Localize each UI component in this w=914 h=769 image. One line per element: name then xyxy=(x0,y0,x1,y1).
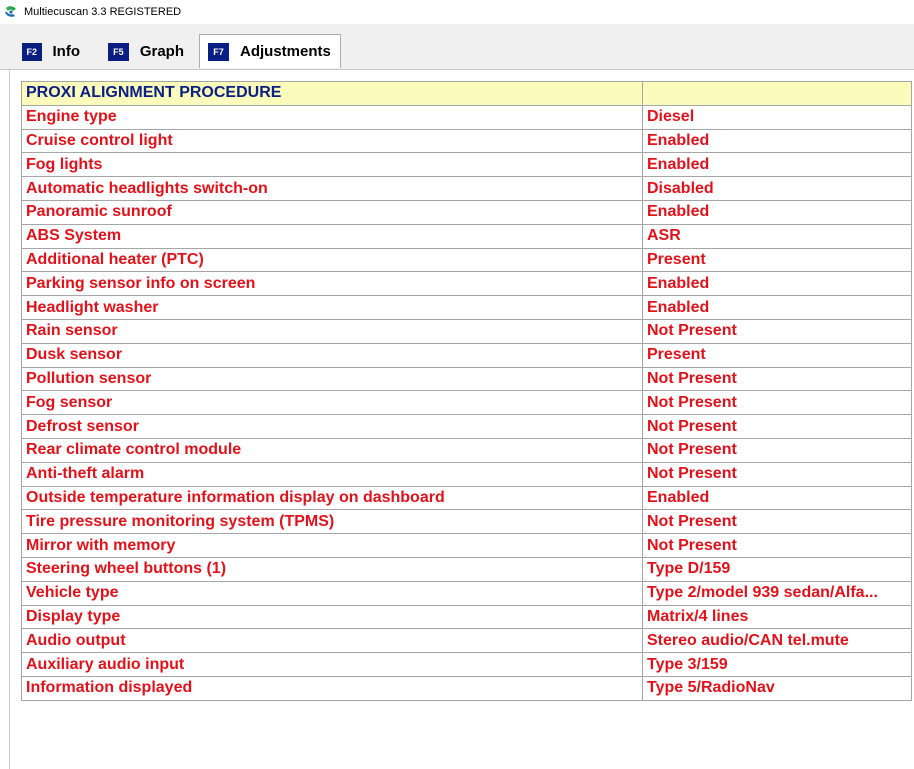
row-label: Rain sensor xyxy=(22,319,643,343)
table-row[interactable] xyxy=(22,676,912,700)
tab-graph[interactable] xyxy=(99,34,194,68)
row-label: Fog lights xyxy=(22,153,643,177)
row-value: Not Present xyxy=(643,438,912,462)
row-label: Headlight washer xyxy=(22,296,643,320)
row-label: Steering wheel buttons (1) xyxy=(22,557,643,581)
row-label: Mirror with memory xyxy=(22,534,643,558)
row-value: Stereo audio/CAN tel.mute xyxy=(643,629,912,653)
row-value: Not Present xyxy=(643,367,912,391)
header-value xyxy=(643,82,912,106)
panel-left-border xyxy=(9,70,10,769)
tab-info-label: Info xyxy=(52,43,80,60)
row-value: Type 3/159 xyxy=(643,653,912,677)
row-value: Enabled xyxy=(643,486,912,510)
row-label: Audio output xyxy=(22,629,643,653)
row-label: Auxiliary audio input xyxy=(22,653,643,677)
row-value: Not Present xyxy=(643,319,912,343)
row-value: Diesel xyxy=(643,105,912,129)
row-value: Type D/159 xyxy=(643,557,912,581)
row-value: Not Present xyxy=(643,415,912,439)
row-value: Not Present xyxy=(643,391,912,415)
row-value: Enabled xyxy=(643,153,912,177)
row-label: Additional heater (PTC) xyxy=(22,248,643,272)
row-label: Anti-theft alarm xyxy=(22,462,643,486)
table-row[interactable] xyxy=(22,224,912,248)
table-row[interactable] xyxy=(22,343,912,367)
table-row[interactable] xyxy=(22,105,912,129)
table-row[interactable] xyxy=(22,510,912,534)
table-row[interactable] xyxy=(22,581,912,605)
row-label: ABS System xyxy=(22,224,643,248)
row-value: Not Present xyxy=(643,510,912,534)
row-label: Engine type xyxy=(22,105,643,129)
table-row[interactable] xyxy=(22,177,912,201)
row-value: Matrix/4 lines xyxy=(643,605,912,629)
adjustments-table xyxy=(21,81,912,701)
tab-bar xyxy=(0,24,914,69)
table-row[interactable] xyxy=(22,153,912,177)
table-row[interactable] xyxy=(22,462,912,486)
row-label: Automatic headlights switch-on xyxy=(22,177,643,201)
row-label: Parking sensor info on screen xyxy=(22,272,643,296)
table-row[interactable] xyxy=(22,129,912,153)
row-label: Rear climate control module xyxy=(22,438,643,462)
row-value: Enabled xyxy=(643,200,912,224)
row-label: Vehicle type xyxy=(22,581,643,605)
tab-info[interactable] xyxy=(13,34,90,68)
f5-key-badge: F5 xyxy=(108,43,129,61)
row-label: Pollution sensor xyxy=(22,367,643,391)
row-value: Disabled xyxy=(643,177,912,201)
adjustments-panel xyxy=(0,69,914,769)
table-row[interactable] xyxy=(22,415,912,439)
row-label: Cruise control light xyxy=(22,129,643,153)
header-label: PROXI ALIGNMENT PROCEDURE xyxy=(22,82,643,106)
table-row[interactable] xyxy=(22,367,912,391)
row-label: Display type xyxy=(22,605,643,629)
row-value: Enabled xyxy=(643,272,912,296)
row-value: Not Present xyxy=(643,534,912,558)
table-row[interactable] xyxy=(22,534,912,558)
row-label: Dusk sensor xyxy=(22,343,643,367)
table-row[interactable] xyxy=(22,272,912,296)
row-value: ASR xyxy=(643,224,912,248)
row-value: Enabled xyxy=(643,129,912,153)
row-label: Outside temperature information display on dashboard xyxy=(22,486,643,510)
title-bar xyxy=(0,0,914,24)
table-row[interactable] xyxy=(22,391,912,415)
row-value: Present xyxy=(643,248,912,272)
table-row[interactable] xyxy=(22,653,912,677)
row-label: Information displayed xyxy=(22,676,643,700)
row-value: Type 5/RadioNav xyxy=(643,676,912,700)
row-value: Type 2/model 939 sedan/Alfa... xyxy=(643,581,912,605)
table-row[interactable] xyxy=(22,296,912,320)
table-row[interactable] xyxy=(22,557,912,581)
f2-key-badge: F2 xyxy=(22,43,42,61)
table-row[interactable] xyxy=(22,605,912,629)
f7-key-badge: F7 xyxy=(208,43,229,61)
table-row[interactable] xyxy=(22,200,912,224)
row-value: Present xyxy=(643,343,912,367)
table-header-row xyxy=(22,82,912,106)
table-row[interactable] xyxy=(22,248,912,272)
row-value: Enabled xyxy=(643,296,912,320)
tab-adjustments-label: Adjustments xyxy=(240,43,331,60)
window-title: Multiecuscan 3.3 REGISTERED xyxy=(24,6,182,18)
multiecuscan-app-icon xyxy=(4,5,18,19)
row-label: Defrost sensor xyxy=(22,415,643,439)
tab-adjustments[interactable] xyxy=(199,34,341,68)
row-value: Not Present xyxy=(643,462,912,486)
row-label: Fog sensor xyxy=(22,391,643,415)
table-row[interactable] xyxy=(22,319,912,343)
tab-graph-label: Graph xyxy=(139,43,184,60)
row-label: Tire pressure monitoring system (TPMS) xyxy=(22,510,643,534)
table-row[interactable] xyxy=(22,486,912,510)
row-label: Panoramic sunroof xyxy=(22,200,643,224)
table-row[interactable] xyxy=(22,438,912,462)
table-row[interactable] xyxy=(22,629,912,653)
